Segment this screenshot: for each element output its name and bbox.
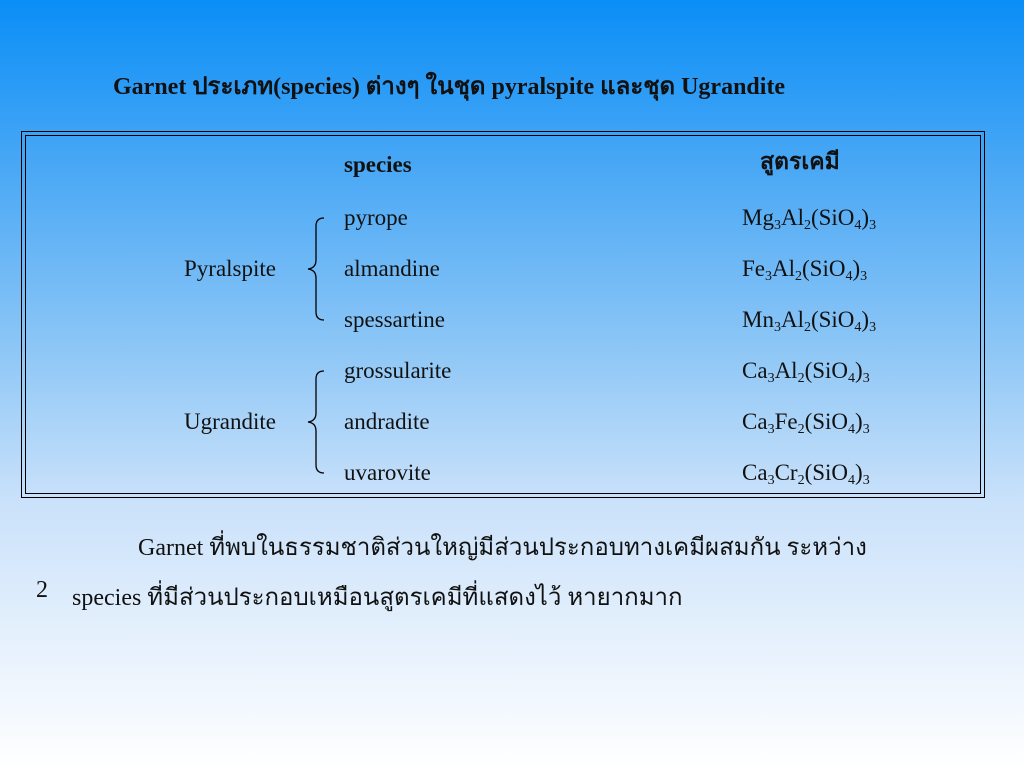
species-name: almandine [344,256,440,281]
species-name: uvarovite [344,460,431,485]
header-formula: สูตรเคมี [760,149,840,174]
slide-title: Garnet ประเภท(species) ต่างๆ ในชุด pyralspite และชุด Ugrandite [113,74,786,100]
formula-subscript: 3 [869,320,877,335]
paragraph-line-1: Garnet ที่พบในธรรมชาติส่วนใหญ่มีส่วนประกอบทางเคมีผสมกัน ระหว่าง [138,535,867,561]
formula-subscript: 3 [767,422,775,437]
chemical-formula: $Fe_3Al_2(SiO_4)_3$ [742,256,868,284]
formula-subscript: 4 [848,371,856,386]
formula-subscript: 3 [869,218,877,233]
chemical-formula: $Ca_3Cr_2(SiO_4)_3$ [742,460,870,488]
formula-subscript: 4 [848,422,856,437]
paragraph-line-2-text: species ที่มีส่วนประกอบเหมือนสูตรเคมีที่แสดงไว้ หายากมาก [72,585,683,611]
species-name: spessartine [344,307,445,332]
brace-ugrandite [300,367,330,477]
species-name: pyrope [344,205,408,230]
formula-subscript: 3 [773,320,781,335]
formula-subscript: 3 [860,269,868,284]
formula-subscript: 2 [803,218,811,233]
formula-subscript: 3 [773,218,781,233]
formula-subscript: 4 [848,473,856,488]
formula-subscript: 3 [862,371,870,386]
formula-subscript: 2 [803,320,811,335]
group-label-pyralspite: Pyralspite [184,256,276,281]
paragraph-line-2-number: 2 [36,577,48,603]
formula-subscript: 3 [765,269,772,284]
species-name: grossularite [344,358,452,383]
chemical-formula: $Mn_3Al_2(SiO_4)_3$ [742,307,877,335]
formula-subscript: 3 [767,371,775,386]
formula-subscript: 2 [797,473,805,488]
formula-subscript: 2 [795,269,802,284]
formula-subscript: 3 [862,473,870,488]
chemical-formula: $Ca_3Fe_2(SiO_4)_3$ [742,409,870,437]
chemical-formula: $Ca_3Al_2(SiO_4)_3$ [742,358,870,386]
formula-subscript: 3 [862,422,870,437]
formula-subscript: 2 [797,371,805,386]
formula-subscript: 3 [767,473,775,488]
header-species: species [344,152,412,177]
group-label-ugrandite: Ugrandite [184,409,276,434]
species-name: andradite [344,409,430,434]
formula-subscript: 4 [845,269,853,284]
brace-pyralspite [300,214,330,324]
formula-subscript: 4 [854,320,862,335]
formula-subscript: 4 [854,218,862,233]
formula-subscript: 2 [797,422,805,437]
chemical-formula: $Mg_3Al_2(SiO_4)_3$ [742,205,877,233]
